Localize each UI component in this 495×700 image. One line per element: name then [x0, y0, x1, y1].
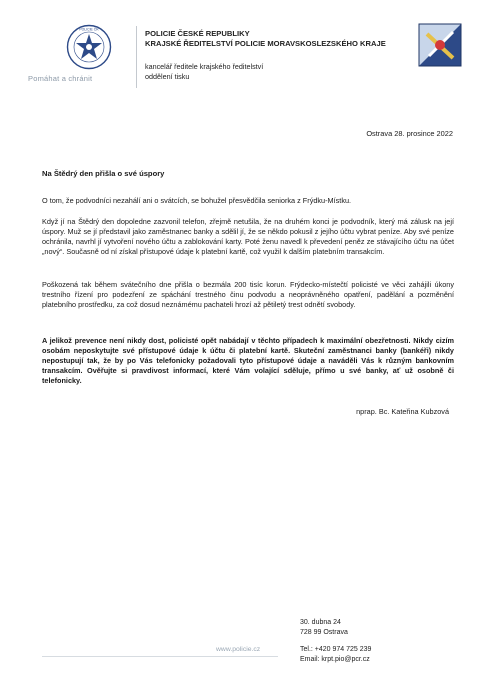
signature: nprap. Bc. Kateřina Kubzová: [356, 407, 449, 416]
document-date: Ostrava 28. prosince 2022: [366, 129, 453, 138]
regional-coat-of-arms-icon: [417, 22, 463, 68]
motto: Pomáhat a chránit: [28, 74, 93, 83]
paragraph-prevention-warning: A jelikož prevence není nikdy dost, policisté opět nabádají v těchto případech k maximální obezřetnosti. Nikdy cizím osobám neposkytujte své přístupové údaje k účtu či platební kartě. Skuteční zaměstnanci banky (bankéři) nikdy nepostupují tak, že by po Vás telefonicky požadovali tyto přístupové údaje a naváděli Vás k různým bankovním transakcím. Ověřujte si pravdivost informací, které Vám volající sděluje, přímo u své banky, ať už osobně či telefonicky.: [42, 336, 454, 386]
logo-lettering: POLICIE ČR: [79, 27, 99, 32]
office-name: kancelář ředitele krajského ředitelství: [145, 62, 264, 71]
header-organization: [145, 29, 386, 49]
org-regional-directorate: KRAJSKÉ ŘEDITELSTVÍ POLICIE MORAVSKOSLEZSKÉHO KRAJE: [145, 39, 386, 48]
office-department: oddělení tisku: [145, 71, 190, 81]
paragraph-incident: Když jí na Štědrý den dopoledne zazvonil telefon, zřejmě netušila, že na druhém konci je podvodník, který má zálusk na její úspory. Muž se jí představil jako zaměstnanec banky a sdělil jí, že se někdo pokusil z jejího účtu vybrat peníze. Aby své peníze ochránila, navrhl jí vytvoření nového účtu a zablokování karty. Poté ženu navedl k převedení peněz ze stávajícího účtu na účet „nový“. Současně od ní získal přístupové údaje k platební kartě, což využil k dalším platebním transakcím.: [42, 217, 454, 257]
paragraph-investigation: Poškozená tak během svátečního dne přišla o bezmála 200 tisíc korun. Frýdecko-místečtí policisté ve věci zahájili úkony trestního řízení pro podezření ze spáchání trestného činu podvodu a neoprávněného opatření, padělání a pozměnění platebního prostředku, za což dosud neznámému pachateli hrozí až pětiletý trest odnětí svobody.: [42, 280, 454, 310]
header-office: [145, 62, 263, 81]
footer-address: [300, 618, 348, 638]
footer-contact: [300, 645, 371, 665]
footer-website-link[interactable]: www.policie.cz: [216, 646, 261, 653]
footer-city: 728 99 Ostrava: [300, 629, 348, 636]
police-star-logo: [66, 24, 112, 70]
footer-email[interactable]: Email: krpt.pio@pcr.cz: [300, 656, 370, 663]
footer-street: 30. dubna 24: [300, 619, 341, 626]
org-name: POLICIE ČESKÉ REPUBLIKY: [145, 29, 250, 38]
footer-phone[interactable]: Tel.: +420 974 725 239: [300, 646, 372, 653]
header-divider: [136, 26, 137, 88]
paragraph-intro: O tom, že podvodníci nezahálí ani o svátcích, se bohužel přesvědčila seniorka z Frýdku-Místku.: [42, 196, 352, 205]
footer-divider: [42, 656, 278, 657]
press-release-heading: Na Štědrý den přišla o své úspory: [42, 169, 165, 178]
